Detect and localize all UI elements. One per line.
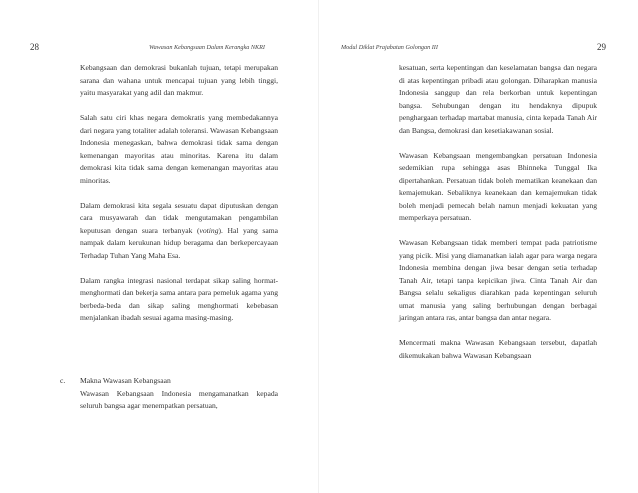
right-paragraph-4: Mencermati makna Wawasan Kebangsaan tersebut, dapatlah dikemukakan bahwa Wawasan Kebangsaan bbox=[399, 338, 597, 360]
right-body-text bbox=[399, 62, 597, 362]
section-c-body bbox=[80, 375, 278, 413]
section-c-title: Makna Wawasan Kebangsaan bbox=[80, 376, 171, 385]
emphasized-term: voting bbox=[199, 225, 219, 235]
left-paragraph-2: Salah satu ciri khas negara demokratis yang membedakannya dari negara yang totaliter adalah toleransi. Wawasan Kebangsaan Indonesia menegaskan, bahwa demokrasi tidak sama dengan kemenangan mayoritas atau minoritas. Karena itu dalam demokrasi kita tidak sama dengan kemenangan mayoritas atau minoritas. bbox=[80, 113, 278, 185]
section-c-marker: c. bbox=[60, 376, 66, 385]
left-body-text bbox=[80, 62, 278, 325]
left-paragraph-4: Dalam rangka integrasi nasional terdapat sikap saling hormat-menghormati dan bekerja sama antara para pemeluk agama yang berbeda-beda dan sikap saling menghormati kebebasan menjalankan ibadah sesuai agama masing-masing. bbox=[80, 275, 278, 322]
right-running-header: Modul Diklat Prajabatan Golongan III bbox=[341, 44, 438, 51]
right-paragraph-1: kesatuan, serta kepentingan dan keselamatan bangsa dan negara di atas kepentingan pribadi atau golongan. Diharapkan manusia Indonesia sanggup dan rela berkorban untuk kepentingan bangsa. Sehubungan dengan itu hendaknya dipupuk penghargaan terhadap martabat manusia, cinta kepada Tanah Air dan Bangsa, demokrasi dan kesetiakawanan sosial. bbox=[399, 63, 597, 135]
right-paragraph-2: Wawasan Kebangsaan mengembangkan persatuan Indonesia sedemikian rupa sehingga asas Bhinneka Tunggal Ika dipertahankan. Persatuan tidak boleh mematikan keanekaan dan kemajemukan. Sebaliknya keanekaan dan kemajemukan tidak boleh menjadi pemecah belah namun menjadi kekuatan yang memperkaya persatuan. bbox=[399, 150, 597, 222]
left-paragraph-1: Kebangsaan dan demokrasi bukanlah tujuan, tetapi merupakan sarana dan wahana untuk mencapai tujuan yang lebih tinggi, yaitu masyarakat yang adil dan makmur. bbox=[80, 63, 278, 97]
left-page-number: 28 bbox=[30, 42, 39, 52]
section-c-text: Wawasan Kebangsaan Indonesia mengamanatkan kepada seluruh bangsa agar menempatkan persatuan, bbox=[80, 388, 278, 410]
right-page-number: 29 bbox=[597, 42, 606, 52]
right-paragraph-3: Wawasan Kebangsaan tidak memberi tempat pada patriotisme yang picik. Misi yang diamanatkan ialah agar para warga negara Indonesia membina dengan jiwa besar dengan setia terhadap Tanah Air, tetapi tanpa kepicikan jiwa. Cinta Tanah Air dan Bangsa selalu sekaligus diarahkan pada kepentingan seluruh umat manusia yang saling berhubungan dengan berbagai jaringan antara ras, antar bangsa dan antar negara. bbox=[399, 238, 597, 322]
right-page bbox=[319, 0, 638, 493]
left-running-header: Wawasan Kebangsaan Dalam Kerangka NKRI bbox=[149, 44, 265, 51]
left-paragraph-3: Dalam demokrasi kita segala sesuatu dapat diputuskan dengan cara musyawarah dan tidak mengutamakan pengambilan keputusan dengan suara terbanyak (voting). Hal yang sama nampak dalam kerukunan hidup beragama dan berkepercayaan Terhadap Tuhan Yang Maha Esa. bbox=[80, 200, 278, 260]
